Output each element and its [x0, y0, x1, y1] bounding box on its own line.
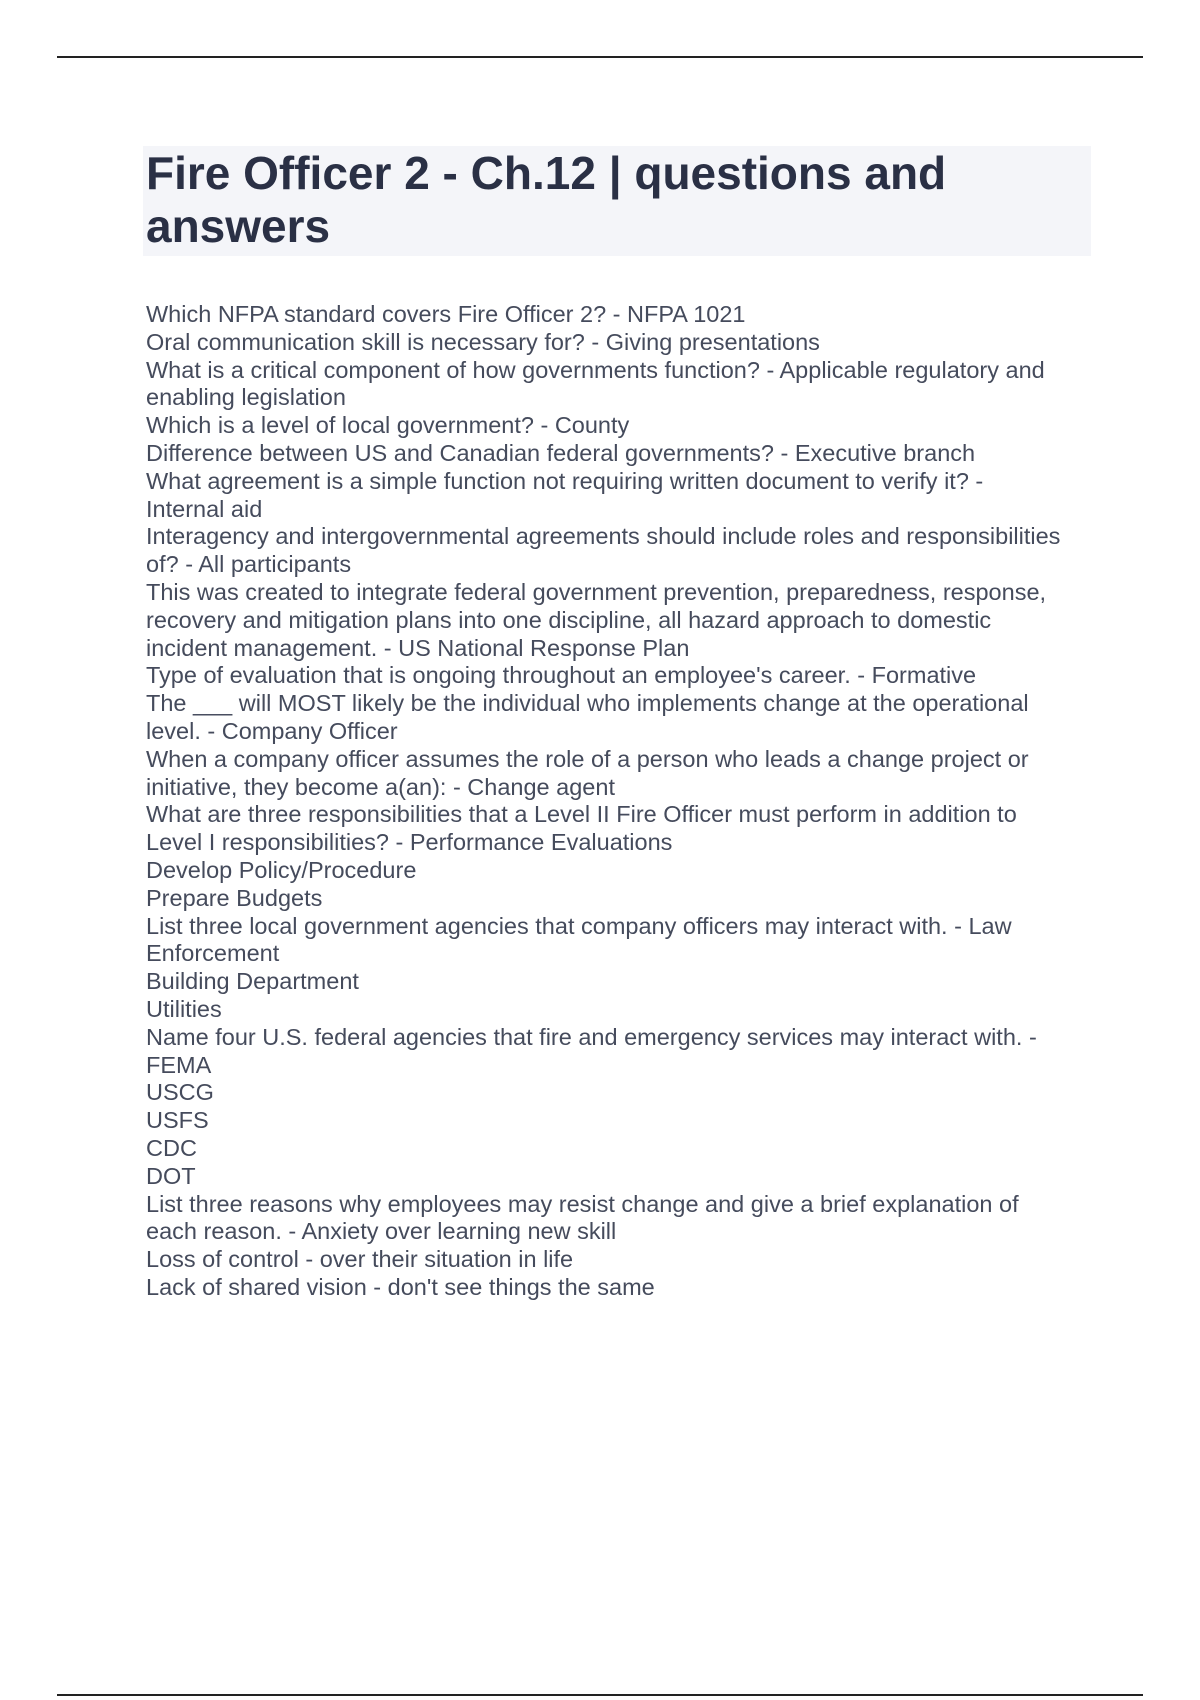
text-line: Lack of shared vision - don't see things the same [146, 1273, 655, 1300]
top-divider-line [57, 56, 1143, 58]
text-line: level. - Company Officer [146, 717, 398, 744]
text-line: When a company officer assumes the role of a person who leads a change project or [146, 745, 1029, 772]
text-line: Which NFPA standard covers Fire Officer 2? - NFPA 1021 [146, 301, 746, 327]
text-line: This was created to integrate federal government prevention, preparedness, response, [146, 578, 1047, 605]
text-line: Oral communication skill is necessary for? - Giving presentations [146, 328, 820, 355]
text-line: incident management. - US National Response Plan [146, 634, 690, 661]
text-line: What are three responsibilities that a Level II Fire Officer must perform in addition to [146, 801, 1017, 828]
text-line: enabling legislation [146, 384, 346, 411]
text-line: Loss of control - over their situation in life [146, 1246, 574, 1273]
text-line: Prepare Budgets [146, 884, 323, 911]
text-line: each reason. - Anxiety over learning new skill [146, 1218, 617, 1245]
bottom-divider-line [57, 1694, 1143, 1696]
text-line: Develop Policy/Procedure [146, 856, 417, 883]
text-line: What is a critical component of how governments function? - Applicable regulatory and [146, 356, 1045, 383]
text-line: initiative, they become a(an): - Change agent [146, 773, 615, 800]
text-line: DOT [146, 1162, 196, 1189]
text-line: Interagency and intergovernmental agreements should include roles and responsibilities [146, 523, 1061, 550]
text-line: Level I responsibilities? - Performance Evaluations [146, 829, 673, 856]
text-line: CDC [146, 1134, 197, 1161]
text-line: Type of evaluation that is ongoing throughout an employee's career. - Formative [146, 662, 977, 689]
text-line: USFS [146, 1107, 209, 1134]
qa-text-body [146, 301, 1096, 1302]
text-line: List three local government agencies that company officers may interact with. - Law [146, 912, 1012, 939]
title-line-1: Fire Officer 2 - Ch.12 | questions and [146, 147, 947, 199]
text-line: Name four U.S. federal agencies that fire and emergency services may interact with. - [146, 1023, 1037, 1050]
text-line: Difference between US and Canadian federal governments? - Executive branch [146, 439, 976, 466]
text-line: Building Department [146, 968, 359, 995]
document-title [146, 147, 1076, 253]
text-line: Utilities [146, 995, 222, 1022]
text-line: FEMA [146, 1051, 212, 1078]
text-line: Which is a level of local government? - County [146, 412, 630, 439]
text-line: What agreement is a simple function not requiring written document to verify it? - [146, 467, 984, 494]
text-line: of? - All participants [146, 551, 352, 578]
text-line: Enforcement [146, 940, 280, 967]
text-line: Internal aid [146, 495, 263, 522]
text-line: recovery and mitigation plans into one discipline, all hazard approach to domestic [146, 606, 992, 633]
text-line: The ___ will MOST likely be the individual who implements change at the operational [146, 690, 1029, 717]
text-line: List three reasons why employees may resist change and give a brief explanation of [146, 1190, 1019, 1217]
text-line: USCG [146, 1079, 214, 1106]
title-line-2: answers [146, 200, 331, 252]
